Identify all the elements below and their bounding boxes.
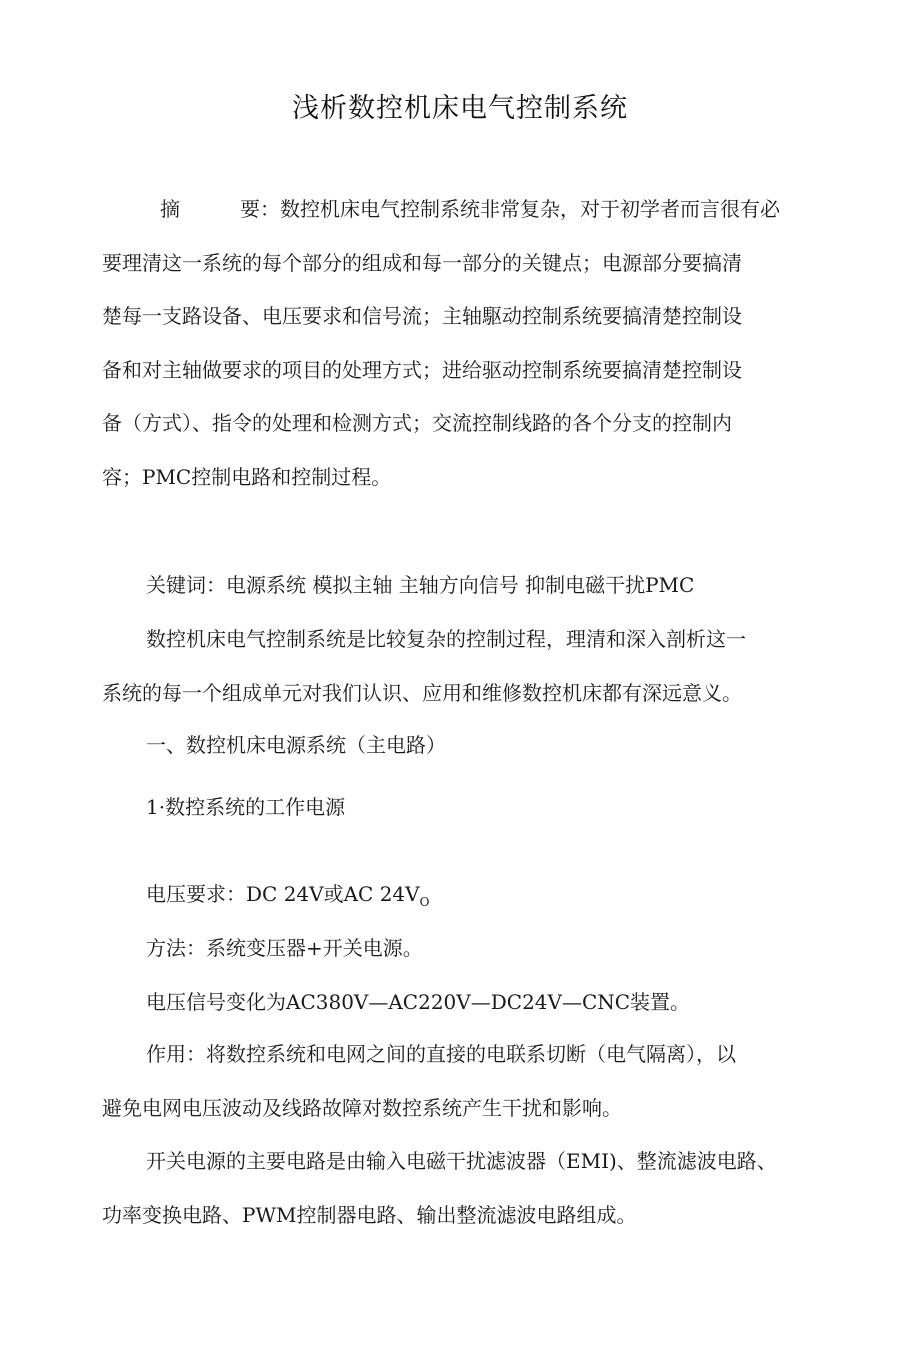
- intro-paragraph: [102, 613, 822, 720]
- abstract-line-1: 数控机床电气控制系统非常复杂，对于初学者而言很有必: [280, 197, 780, 221]
- effect-line-2: 避免电网电压波动及线路故障对数控系统产生干扰和影响。: [102, 1095, 622, 1120]
- abstract-line: [102, 183, 822, 237]
- document-title: 浅析数控机床电气控制系统: [292, 93, 628, 124]
- intro-line-2: 系统的每一个组成单元对我们认识、应用和维修数控机床都有深远意义。: [102, 680, 742, 705]
- abstract: [102, 183, 822, 504]
- voltage-requirement: [102, 868, 822, 930]
- switching-line-2: 功率变换电路、PWM控制器电路、输出整流滤波电路组成。: [102, 1202, 637, 1227]
- abstract-line-5: 备（方式）、指令的处理和检测方式；交流控制线路的各个分支的控制内: [102, 411, 732, 435]
- signal-line: 电压信号变化为AC380V—AC220V—DC24V—CNC装置。: [146, 990, 691, 1014]
- abstract-line-2: 要理清这一系统的每个部分的组成和每一部分的关键点；电源部分要搞清: [102, 250, 742, 275]
- abstract-label-a: 摘: [160, 197, 180, 221]
- effect-paragraph: [102, 1028, 822, 1135]
- abstract-label-b: 要：: [240, 197, 280, 221]
- voltage-text: 电压要求：DC 24V或AC 24V: [146, 882, 420, 906]
- keywords: 关键词：电源系统 模拟主轴 主轴方向信号 抑制电磁干扰PMC: [146, 573, 695, 597]
- abstract-line-6: 容；PMC控制电路和控制过程。: [102, 464, 392, 489]
- switching-line-1: 开关电源的主要电路是由输入电磁干扰滤波器（EMI)、整流滤波电路、: [146, 1149, 777, 1173]
- effect-line-1: 作用：将数控系统和电网之间的直接的电联系切断（电气隔离），以: [146, 1042, 736, 1066]
- abstract-line-3: 楚每一支路设备、电压要求和信号流；主轴駆动控制系统要搞清楚控制设: [102, 304, 742, 328]
- method-line: 方法：系统变压器+开关电源。: [146, 936, 423, 960]
- subsection-heading-1: 1·数控系统的工作电源: [146, 795, 346, 819]
- section-heading-1: 一、数控机床电源系统（主电路）: [146, 733, 446, 757]
- intro-line-1: 数控机床电气控制系统是比较复杂的控制过程，理清和深入剖析这一: [146, 627, 746, 651]
- voltage-subscript: O: [419, 895, 430, 909]
- abstract-line-4: 备和对主轴做要求的项目的处理方式；进给驱动控制系统要搞清楚控制设: [102, 357, 742, 382]
- switching-paragraph: [102, 1135, 822, 1242]
